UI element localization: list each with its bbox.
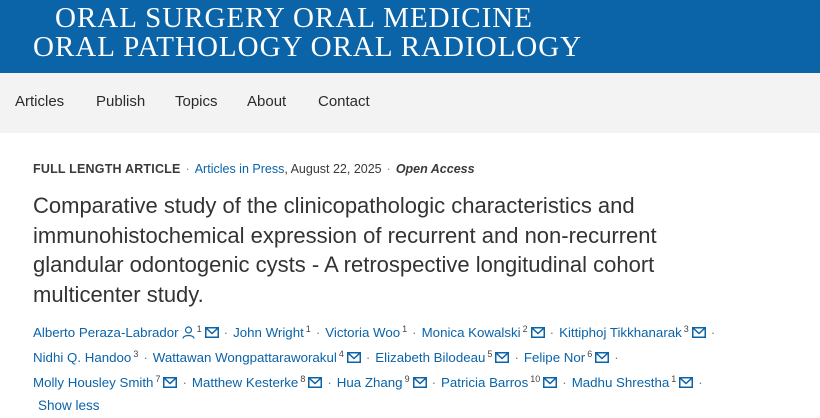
title-line: Comparative study of the clinicopathologic characteristics and: [33, 193, 635, 218]
affiliation-number[interactable]: 1: [402, 324, 408, 334]
email-icon[interactable]: [543, 376, 557, 387]
nav-about[interactable]: About: [247, 93, 287, 110]
author-entry: [524, 350, 609, 365]
email-icon[interactable]: [692, 326, 706, 337]
author-separator: ·: [514, 350, 519, 366]
author-separator: ·: [614, 350, 619, 366]
title-line: glandular odontogenic cysts - A retrospective longitudinal cohort: [33, 252, 655, 277]
author-name-link[interactable]: Molly Housley Smith: [33, 375, 154, 391]
journal-banner[interactable]: [0, 0, 820, 73]
email-icon[interactable]: [595, 351, 609, 362]
author-separator: ·: [223, 325, 229, 341]
affiliation-number[interactable]: 3: [683, 324, 689, 334]
author-name-link[interactable]: Nidhi Q. Handoo: [33, 350, 132, 366]
journal-title-line-2: ORAL PATHOLOGY ORAL RADIOLOGY: [33, 31, 583, 63]
email-icon[interactable]: [413, 376, 427, 387]
author-name-link[interactable]: Elizabeth Bilodeau: [375, 350, 486, 366]
author-separator: ·: [710, 325, 716, 341]
nav-contact[interactable]: Contact: [318, 93, 370, 110]
author-separator: ·: [327, 375, 332, 391]
email-icon[interactable]: [308, 376, 322, 387]
author-entry: [153, 350, 361, 365]
author-name-link[interactable]: Monica Kowalski: [421, 325, 521, 341]
author-name-link[interactable]: Kittiphoj Tikkhanarak: [559, 325, 682, 341]
author-entry: [375, 350, 509, 365]
affiliation-number[interactable]: 8: [300, 374, 306, 384]
author-entry: [337, 375, 427, 390]
author-row: [33, 324, 813, 340]
author-entry: [559, 325, 706, 340]
author-name-link[interactable]: John Wright: [233, 325, 304, 341]
affiliation-number[interactable]: 7: [155, 374, 161, 384]
author-row: [33, 349, 813, 365]
author-separator: ·: [698, 375, 703, 391]
email-icon[interactable]: [163, 376, 177, 387]
author-separator: ·: [315, 325, 321, 341]
author-entry: [233, 325, 311, 340]
show-less-link[interactable]: Show less: [38, 398, 100, 413]
email-icon[interactable]: [347, 351, 361, 362]
email-icon[interactable]: [679, 376, 693, 387]
author-entry: [441, 375, 557, 390]
affiliation-number[interactable]: 1: [671, 374, 677, 384]
nav-publish[interactable]: Publish: [96, 93, 146, 110]
author-entry: [325, 325, 407, 340]
separator-dot: ·: [185, 162, 190, 176]
author-separator: ·: [431, 375, 437, 391]
article-type: FULL LENGTH ARTICLE: [33, 162, 181, 176]
author-entry: [422, 325, 545, 340]
affiliation-number[interactable]: 6: [587, 349, 593, 359]
author-separator: ·: [562, 375, 567, 391]
email-icon[interactable]: [495, 351, 509, 362]
affiliation-number[interactable]: 1: [305, 324, 311, 334]
affiliation-number[interactable]: 10: [530, 374, 541, 384]
author-name-link[interactable]: Matthew Kesterke: [191, 375, 299, 391]
publication-date: , August 22, 2025: [284, 162, 382, 176]
article-meta: [33, 162, 475, 176]
author-separator: ·: [549, 325, 555, 341]
person-icon: [182, 326, 195, 339]
affiliation-number[interactable]: 5: [487, 349, 493, 359]
affiliation-number[interactable]: 1: [196, 324, 202, 334]
title-line: immunohistochemical expression of recurrent and non-recurrent: [33, 222, 657, 248]
title-line: multicenter study.: [33, 281, 204, 307]
affiliation-number[interactable]: 4: [338, 349, 344, 359]
author-entry: [572, 375, 694, 390]
author-name-link[interactable]: Victoria Woo: [325, 325, 401, 341]
author-entry: [33, 375, 177, 390]
author-separator: ·: [182, 375, 187, 391]
author-name-link[interactable]: Madhu Shrestha: [571, 375, 670, 391]
articles-in-press-link[interactable]: Articles in Press: [194, 162, 285, 176]
author-entry: [192, 375, 322, 390]
journal-title-line-1: ORAL SURGERY ORAL MEDICINE: [55, 2, 533, 34]
author-entry: [33, 350, 138, 365]
author-entry: [33, 325, 219, 340]
affiliation-number[interactable]: 3: [133, 349, 139, 359]
author-name-link[interactable]: Felipe Nor: [523, 350, 586, 366]
email-icon[interactable]: [205, 326, 219, 337]
author-name-link[interactable]: Patricia Barros: [441, 375, 529, 391]
main-nav: [0, 73, 820, 133]
author-separator: ·: [365, 350, 371, 366]
author-name-link[interactable]: Alberto Peraza-Labrador: [33, 325, 179, 341]
affiliation-number[interactable]: 2: [522, 324, 528, 334]
author-row: [33, 374, 813, 390]
author-separator: ·: [143, 350, 148, 366]
nav-articles[interactable]: Articles: [15, 93, 65, 110]
open-access-label: Open Access: [395, 162, 475, 176]
author-name-link[interactable]: Hua Zhang: [336, 375, 403, 391]
nav-topics[interactable]: Topics: [175, 93, 218, 110]
author-separator: ·: [412, 325, 417, 341]
article-title: [33, 191, 813, 309]
email-icon[interactable]: [531, 326, 545, 337]
author-name-link[interactable]: Wattawan Wongpattaraworakul: [152, 350, 337, 366]
separator-dot: ·: [386, 162, 391, 176]
affiliation-number[interactable]: 9: [404, 374, 410, 384]
